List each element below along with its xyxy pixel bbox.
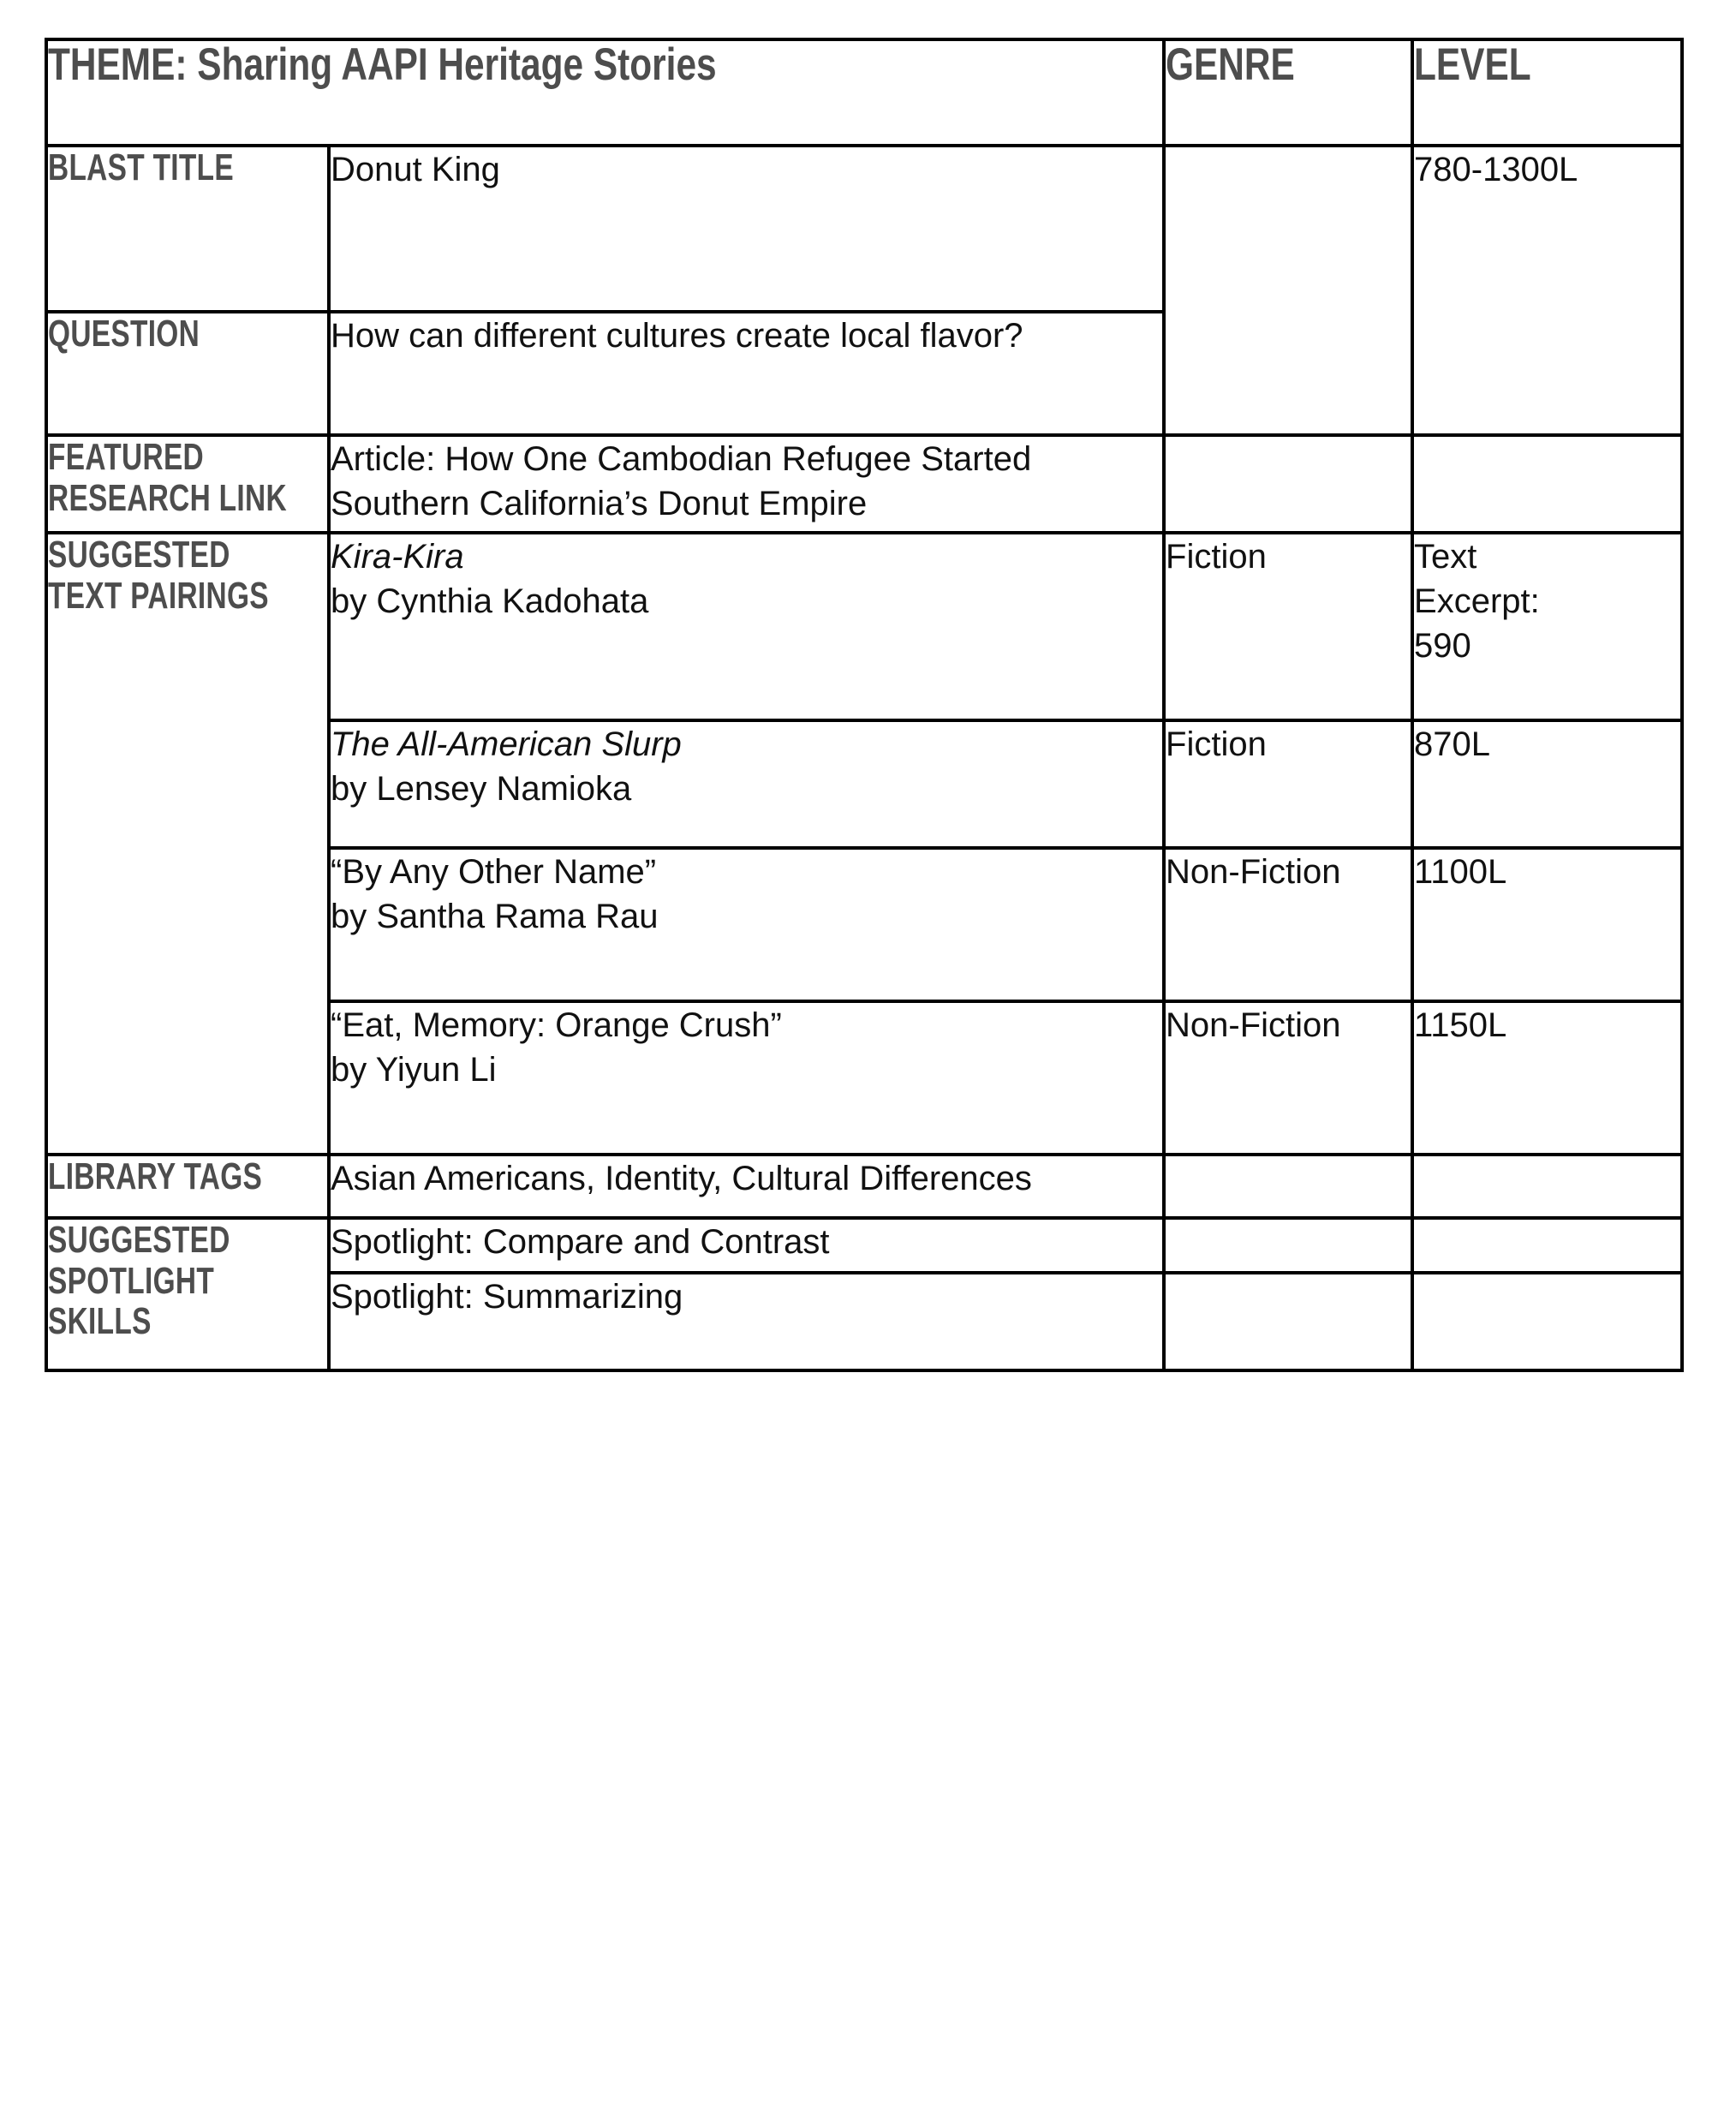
- text-pairing-3-author: by Santha Rama Rau: [331, 898, 659, 935]
- text-pairing-1-genre-cell: [1164, 533, 1412, 720]
- featured-research-link-line2: Southern California’s Donut Empire: [331, 485, 868, 522]
- row-label-suggested-text-pairings-cell: [46, 533, 329, 1155]
- text-pairing-4-genre: Non-Fiction: [1166, 1006, 1341, 1044]
- genre-column-header-cell: [1164, 39, 1412, 146]
- text-pairing-2-genre: Fiction: [1166, 725, 1267, 763]
- table-row-library-tags: [46, 1155, 1682, 1218]
- theme-title: THEME: Sharing AAPI Heritage Stories: [48, 39, 717, 90]
- row-label-library-tags-cell: [46, 1155, 329, 1218]
- featured-research-link-line1: Article: How One Cambodian Refugee Started: [331, 440, 1032, 478]
- row-label-question: QUESTION: [48, 313, 200, 355]
- table-row-text-pairing-1: [46, 533, 1682, 720]
- row-label-spotlight-line2: SPOTLIGHT: [48, 1259, 215, 1302]
- blast-planning-table: [45, 38, 1684, 1372]
- spotlight-skill-1-level-cell-shaded: [1412, 1218, 1682, 1273]
- text-pairing-3-value-cell: [329, 848, 1164, 1001]
- text-pairing-1-level-line1: Text: [1414, 538, 1477, 576]
- spotlight-skill-1-value-cell: [329, 1218, 1164, 1273]
- library-tags-level-cell-shaded: [1412, 1155, 1682, 1218]
- spotlight-skill-2-level-cell-shaded: [1412, 1273, 1682, 1370]
- text-pairing-3-level-cell: [1412, 848, 1682, 1001]
- spotlight-skill-2-genre-cell-shaded: [1164, 1273, 1412, 1370]
- library-tags-value: Asian Americans, Identity, Cultural Differences: [331, 1160, 1032, 1197]
- blast-genre-cell-shaded: [1164, 146, 1412, 435]
- row-label-featured-research-link-cell: [46, 435, 329, 533]
- text-pairing-1-level-line2: Excerpt:: [1414, 582, 1540, 620]
- text-pairing-4-level-cell: [1412, 1001, 1682, 1155]
- table-row-featured-research-link: [46, 435, 1682, 533]
- theme-header-cell: [46, 39, 1164, 146]
- blast-level-cell: [1412, 146, 1682, 435]
- text-pairing-1-title: Kira-Kira: [331, 538, 464, 576]
- text-pairing-1-genre: Fiction: [1166, 538, 1267, 576]
- text-pairing-2-level: 870L: [1414, 725, 1490, 763]
- text-pairing-1-author: by Cynthia Kadohata: [331, 582, 649, 620]
- level-column-header-cell: [1412, 39, 1682, 146]
- question-value: How can different cultures create local flavor?: [331, 317, 1023, 355]
- row-label-spotlight-line3: SKILLS: [48, 1300, 152, 1343]
- library-tags-genre-cell-shaded: [1164, 1155, 1412, 1218]
- table-row-blast-title: [46, 146, 1682, 312]
- text-pairing-1-value-cell: [329, 533, 1164, 720]
- spotlight-skill-2-value-cell: [329, 1273, 1164, 1370]
- text-pairing-3-genre-cell: [1164, 848, 1412, 1001]
- featured-level-cell-shaded: [1412, 435, 1682, 533]
- text-pairing-1-level-line3: 590: [1414, 627, 1471, 665]
- text-pairing-4-author: by Yiyun Li: [331, 1051, 497, 1089]
- blast-title-value: Donut King: [331, 151, 500, 188]
- spotlight-skill-2-value: Spotlight: Summarizing: [331, 1278, 683, 1316]
- blast-planning-table-container: [45, 38, 1680, 1372]
- spotlight-skill-1-value: Spotlight: Compare and Contrast: [331, 1223, 830, 1261]
- row-label-featured-line2: RESEARCH LINK: [48, 476, 287, 519]
- text-pairing-4-title: “Eat, Memory: Orange Crush”: [331, 1006, 782, 1044]
- text-pairing-4-genre-cell: [1164, 1001, 1412, 1155]
- text-pairing-4-value-cell: [329, 1001, 1164, 1155]
- question-value-cell: [329, 312, 1164, 435]
- text-pairing-2-value-cell: [329, 720, 1164, 848]
- blast-level-value: 780-1300L: [1414, 151, 1578, 188]
- row-label-suggested-spotlight-skills-cell: [46, 1218, 329, 1370]
- spotlight-skill-1-genre-cell-shaded: [1164, 1218, 1412, 1273]
- row-label-blast-title: BLAST TITLE: [48, 146, 234, 188]
- library-tags-value-cell: [329, 1155, 1164, 1218]
- text-pairing-3-level: 1100L: [1414, 853, 1507, 891]
- table-header-row: [46, 39, 1682, 146]
- featured-genre-cell-shaded: [1164, 435, 1412, 533]
- row-label-library-tags: LIBRARY TAGS: [48, 1155, 263, 1197]
- text-pairing-2-title: The All-American Slurp: [331, 725, 682, 763]
- row-label-question-cell: [46, 312, 329, 435]
- text-pairing-4-level: 1150L: [1414, 1006, 1507, 1044]
- text-pairing-2-author: by Lensey Namioka: [331, 770, 632, 808]
- row-label-spotlight-line1: SUGGESTED: [48, 1219, 230, 1261]
- genre-column-header: GENRE: [1166, 39, 1295, 90]
- blast-title-value-cell: [329, 146, 1164, 312]
- row-label-pairings-line2: TEXT PAIRINGS: [48, 574, 269, 617]
- text-pairing-2-genre-cell: [1164, 720, 1412, 848]
- table-row-spotlight-skill-1: [46, 1218, 1682, 1273]
- row-label-featured-line1: FEATURED: [48, 436, 205, 478]
- text-pairing-3-genre: Non-Fiction: [1166, 853, 1341, 891]
- row-label-blast-title-cell: [46, 146, 329, 312]
- level-column-header: LEVEL: [1414, 39, 1531, 90]
- text-pairing-1-level-cell: [1412, 533, 1682, 720]
- featured-research-link-value-cell: [329, 435, 1164, 533]
- text-pairing-3-title: “By Any Other Name”: [331, 853, 657, 891]
- row-label-pairings-line1: SUGGESTED: [48, 534, 230, 576]
- text-pairing-2-level-cell: [1412, 720, 1682, 848]
